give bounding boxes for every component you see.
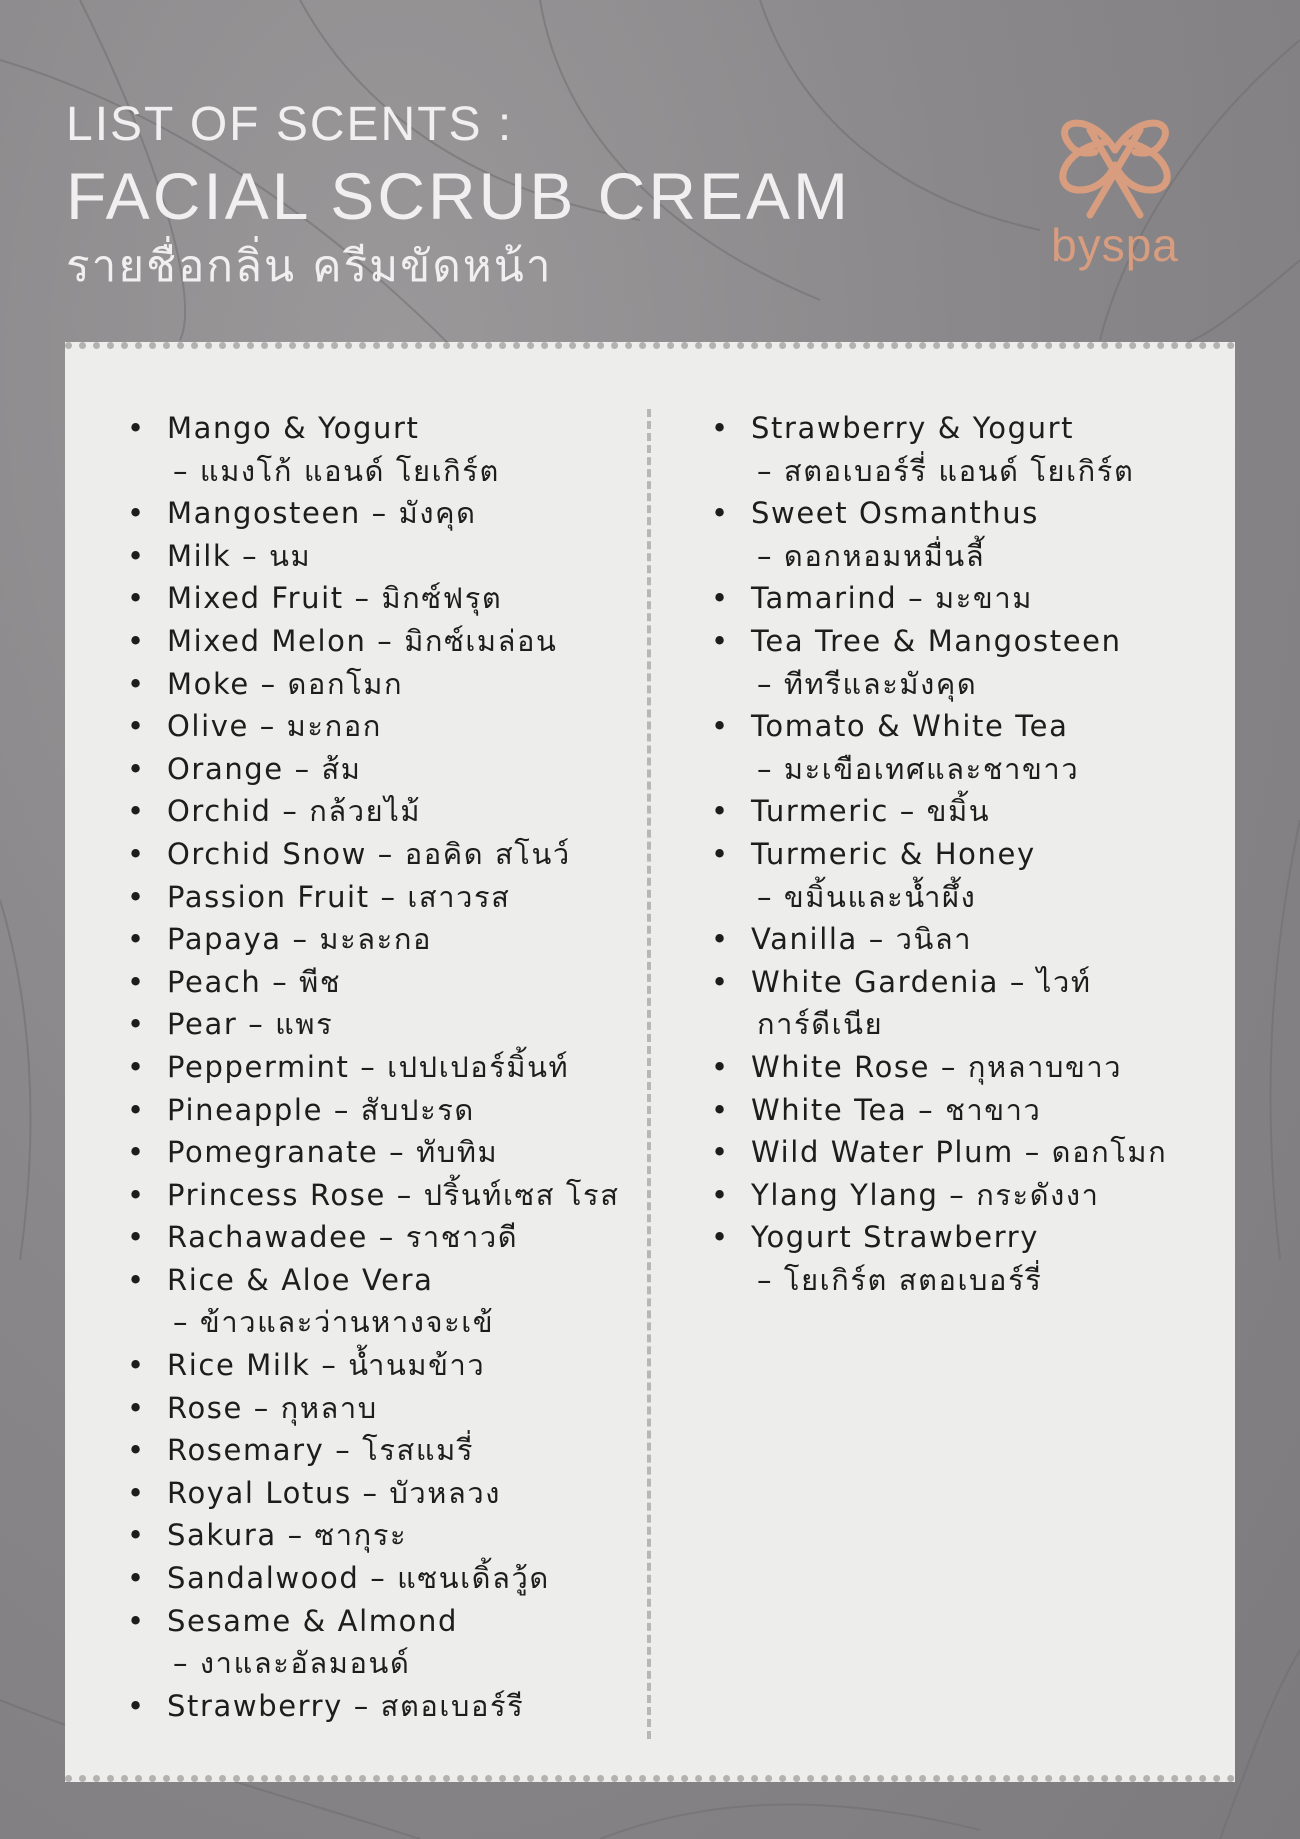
bullet-icon: • (711, 1135, 730, 1170)
scent-thai-name: – ทีทรีและมังคุด (757, 666, 978, 701)
list-item (127, 577, 647, 620)
list-item (127, 1557, 647, 1600)
scent-thai-name: – ดอกหอมหมื่นลี้ (757, 538, 986, 573)
list-item (711, 577, 1231, 620)
scent-name: White Gardenia – ไวท์ (751, 964, 1092, 999)
scent-name: Peach – พีช (167, 964, 342, 999)
bullet-icon: • (127, 922, 146, 957)
scent-name: Moke – ดอกโมก (167, 666, 404, 701)
bullet-icon: • (127, 964, 146, 999)
list-item (127, 535, 647, 578)
list-item (127, 918, 647, 961)
bullet-icon: • (127, 496, 146, 531)
scent-name: Rachawadee – ราชาวดี (167, 1220, 519, 1255)
list-item (711, 620, 1231, 705)
list-item (127, 1429, 647, 1472)
scent-name: Passion Fruit – เสาวรส (167, 879, 511, 914)
scent-list-card (65, 342, 1235, 1782)
heart-clover-logo-icon (1030, 90, 1200, 230)
scent-name: Tamarind – มะขาม (751, 581, 1033, 616)
list-item (711, 961, 1231, 1046)
bullet-icon: • (127, 1561, 146, 1596)
scent-name: Rosemary – โรสแมรี่ (167, 1433, 475, 1468)
scent-name: Mixed Melon – มิกซ์เมล่อน (167, 623, 558, 658)
scent-thai-name: – ข้าวและว่านหางจะเข้ (173, 1305, 495, 1340)
list-item (127, 790, 647, 833)
bullet-icon: • (127, 1007, 146, 1042)
bullet-icon: • (127, 1348, 146, 1383)
bullet-icon: • (711, 411, 730, 445)
list-item (127, 407, 647, 492)
bullet-icon: • (127, 1603, 146, 1638)
scent-name: Pineapple – สับปะรด (167, 1092, 475, 1127)
bullet-icon: • (127, 1220, 146, 1255)
list-item (711, 1216, 1231, 1301)
scent-name: Orchid Snow – ออคิด สโนว์ (167, 836, 571, 871)
list-item (127, 705, 647, 748)
bullet-icon: • (711, 1220, 730, 1255)
bullet-icon: • (127, 411, 146, 445)
scent-name: Sandalwood – แซนเดิ้ลวู้ด (167, 1561, 550, 1596)
scent-thai-name: การ์ดีเนีย (757, 1007, 884, 1042)
bullet-icon: • (127, 1092, 146, 1127)
header (66, 96, 851, 298)
list-item (711, 833, 1231, 918)
scent-thai-name: – สตอเบอร์รี่ แอนด์ โยเกิร์ต (757, 453, 1135, 488)
scent-name: Orange – ส้ม (167, 751, 362, 786)
list-item (127, 1216, 647, 1259)
bullet-icon: • (127, 538, 146, 573)
bullet-icon: • (127, 794, 146, 829)
list-item (127, 1131, 647, 1174)
header-subtitle: LIST OF SCENTS : (66, 98, 514, 151)
scent-thai-name: – แมงโก้ แอนด์ โยเกิร์ต (173, 453, 500, 488)
scent-name: Vanilla – วนิลา (751, 922, 973, 957)
list-item (127, 492, 647, 535)
scent-name: Pomegranate – ทับทิม (167, 1135, 499, 1170)
scent-thai-name: – ขมิ้นและน้ำผึ้ง (757, 879, 977, 914)
right-scent-list (711, 407, 1231, 1301)
scent-name: White Tea – ชาขาว (751, 1092, 1042, 1127)
list-item (127, 833, 647, 876)
bullet-icon: • (711, 581, 730, 616)
bullet-icon: • (127, 666, 146, 701)
scent-name: Peppermint – เปปเปอร์มิ้นท์ (167, 1049, 570, 1084)
scent-name: Mangosteen – มังคุด (167, 496, 477, 531)
scent-name: Mango & Yogurt (167, 411, 420, 445)
list-item (127, 876, 647, 919)
bullet-icon: • (711, 709, 730, 744)
scent-name: Sweet Osmanthus (751, 496, 1039, 531)
bullet-icon: • (127, 1475, 146, 1510)
bullet-icon: • (711, 496, 730, 531)
scent-name: Princess Rose – ปริ้นท์เซส โรส (167, 1177, 620, 1212)
list-item (127, 1344, 647, 1387)
page-title: FACIAL SCRUB CREAM (66, 159, 852, 233)
scent-name: Milk – นม (167, 538, 312, 573)
list-item (127, 1514, 647, 1557)
list-item (127, 1003, 647, 1046)
bullet-icon: • (127, 1518, 146, 1553)
bullet-icon: • (127, 1390, 146, 1425)
bullet-icon: • (127, 1688, 146, 1723)
list-item (127, 961, 647, 1004)
scent-name: Wild Water Plum – ดอกโมก (751, 1135, 1168, 1170)
bullet-icon: • (711, 964, 730, 999)
scent-name: Royal Lotus – บัวหลวง (167, 1475, 502, 1510)
bullet-icon: • (127, 1262, 146, 1297)
scent-name: Pear – แพร (167, 1007, 334, 1042)
bullet-icon: • (711, 1177, 730, 1212)
bullet-icon: • (127, 1177, 146, 1212)
scent-name: Tea Tree & Mangosteen (751, 623, 1122, 658)
scent-name: Ylang Ylang – กระดังงา (751, 1177, 1100, 1212)
bullet-icon: • (127, 709, 146, 744)
bullet-icon: • (127, 1049, 146, 1084)
scent-name: White Rose – กุหลาบขาว (751, 1049, 1123, 1084)
scent-name: Sesame & Almond (167, 1603, 458, 1638)
bullet-icon: • (127, 1135, 146, 1170)
bullet-icon: • (127, 1433, 146, 1468)
column-divider (647, 409, 651, 1739)
left-scent-list (127, 407, 647, 1727)
bullet-icon: • (127, 836, 146, 871)
scent-name: Tomato & White Tea (751, 709, 1069, 744)
list-item (711, 492, 1231, 577)
scent-name: Rice & Aloe Vera (167, 1262, 434, 1297)
bullet-icon: • (127, 751, 146, 786)
list-item (127, 1685, 647, 1728)
list-item (711, 1131, 1231, 1174)
bullet-icon: • (127, 623, 146, 658)
scent-name: Papaya – มะละกอ (167, 922, 433, 957)
list-item (127, 748, 647, 791)
bullet-icon: • (127, 879, 146, 914)
list-item (127, 1472, 647, 1515)
bullet-icon: • (711, 794, 730, 829)
scent-name: Yogurt Strawberry (751, 1220, 1040, 1255)
list-item (127, 663, 647, 706)
bullet-icon: • (127, 581, 146, 616)
scent-name: Sakura – ซากุระ (167, 1518, 408, 1553)
scent-thai-name: – มะเขือเทศและชาขาว (757, 751, 1080, 786)
thai-title: รายชื่อกลิ่น ครีมขัดหน้า (66, 241, 553, 292)
list-item (711, 1174, 1231, 1217)
list-item (127, 1089, 647, 1132)
scent-thai-name: – โยเกิร์ต สตอเบอร์รี่ (757, 1262, 1043, 1297)
scent-name: Turmeric – ขมิ้น (751, 794, 991, 829)
list-item (127, 1259, 647, 1344)
list-item (127, 1174, 647, 1217)
bullet-icon: • (711, 922, 730, 957)
scent-name: Olive – มะกอก (167, 709, 382, 744)
scent-name: Orchid – กล้วยไม้ (167, 794, 422, 829)
scent-name: Mixed Fruit – มิกซ์ฟรุต (167, 581, 503, 616)
list-item (711, 705, 1231, 790)
scent-thai-name: – งาและอัลมอนด์ (173, 1646, 411, 1681)
bullet-icon: • (711, 1092, 730, 1127)
list-item (127, 1387, 647, 1430)
list-item (711, 918, 1231, 961)
byspa-logo (1030, 90, 1200, 271)
list-item (127, 1600, 647, 1685)
list-item (711, 1046, 1231, 1089)
scent-name: Rice Milk – น้ำนมข้าว (167, 1348, 486, 1383)
bullet-icon: • (711, 1049, 730, 1084)
scent-name: Strawberry & Yogurt (751, 411, 1075, 445)
bullet-icon: • (711, 623, 730, 658)
list-item (711, 407, 1231, 492)
scent-name: Rose – กุหลาบ (167, 1390, 378, 1425)
scent-name: Turmeric & Honey (751, 836, 1036, 871)
list-item (127, 620, 647, 663)
list-item (711, 790, 1231, 833)
logo-wordmark: byspa (1051, 219, 1179, 271)
scent-name: Strawberry – สตอเบอร์รี (167, 1688, 525, 1723)
list-item (127, 1046, 647, 1089)
bullet-icon: • (711, 836, 730, 871)
list-item (711, 1089, 1231, 1132)
